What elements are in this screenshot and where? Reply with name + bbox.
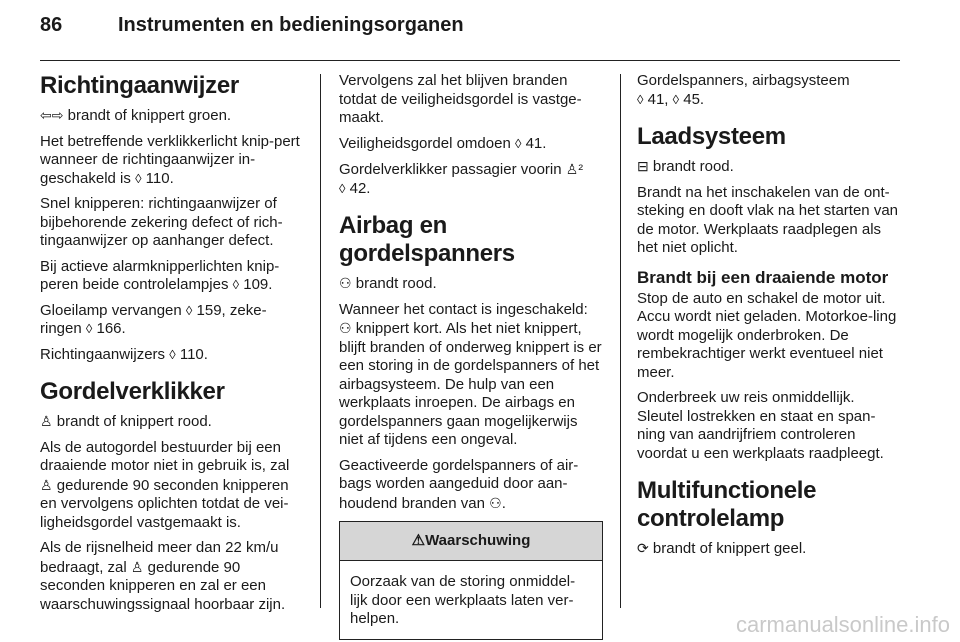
page-ref-icon: ◊ bbox=[637, 91, 644, 107]
warning-title: Waarschuwing bbox=[425, 531, 531, 549]
page-ref-icon: ◊ bbox=[232, 277, 240, 292]
airbag-icon: ⚇ bbox=[339, 275, 352, 291]
warning-icon: ⚠ bbox=[411, 531, 426, 549]
column-3 bbox=[637, 72, 903, 566]
text: Gordelverklikker passagier voorin bbox=[339, 161, 562, 178]
passenger-seatbelt-icon: ♙² bbox=[565, 161, 583, 177]
text: brandt rood. bbox=[652, 158, 734, 175]
turn-signal-icon: ⇦⇨ bbox=[40, 107, 64, 123]
text: Als de autogordel bestuurder bij een draaiende motor niet in gebruik is, zal bbox=[40, 438, 290, 474]
text: Veiligheidsgordel omdoen bbox=[339, 134, 511, 152]
column-divider bbox=[320, 74, 321, 608]
battery-icon: ⊟ bbox=[637, 158, 649, 174]
warning-header bbox=[340, 522, 602, 561]
heading-airbag: Airbag en gordelspanners bbox=[339, 212, 515, 267]
page-ref[interactable]: 109. bbox=[243, 276, 273, 293]
text: Het betreffende verklikkerlicht knip-pert wanneer de richtingaanwijzer in-geschakeld is bbox=[40, 132, 300, 187]
page-ref[interactable]: 110. bbox=[145, 169, 174, 187]
text: gedurende 90 seconden knipperen en zal er een waarschuwingssignaal hoorbaar zijn. bbox=[40, 558, 286, 613]
airbag-icon: ⚇ bbox=[339, 320, 352, 336]
page-ref[interactable]: 110. bbox=[179, 345, 208, 363]
heading-richtingaanwijzer: Richtingaanwijzer bbox=[40, 72, 239, 99]
text: Bij actieve alarmknipperlichten knip-peren beide controlelampjes bbox=[40, 257, 280, 293]
text: Als de rijsnelheid meer dan 22 km/u bedraagt, zal bbox=[40, 539, 279, 576]
seatbelt-icon: ♙ bbox=[40, 476, 53, 493]
header-rule bbox=[40, 60, 900, 61]
page-ref-icon: ◊ bbox=[672, 91, 680, 107]
warning-box bbox=[339, 521, 603, 640]
text: gedurende 90 seconden knipperen en vervolgens oplichten totdat de vei-ligheidsgordel vastgemaakt is. bbox=[40, 476, 289, 531]
text: brandt of knippert geel. bbox=[652, 540, 807, 557]
page-ref[interactable]: 41, bbox=[647, 90, 669, 108]
page-ref-icon: ◊ bbox=[85, 321, 93, 336]
text: Vervolgens zal het blijven branden totdat de veiligheidsgordel is vastge-maakt. bbox=[339, 72, 582, 126]
text: Onderbreek uw reis onmiddellijk. Sleutel lostrekken en staat en span-ning van aandrijfriem controleren voordat u een werkplaats raadpleegt. bbox=[637, 389, 884, 462]
text: brandt of knippert rood. bbox=[56, 413, 212, 430]
warning-text: Oorzaak van de storing onmiddel-lijk door een werkplaats laten ver-helpen. bbox=[350, 573, 576, 627]
heading-multifunctionele: Multifunctionele controlelamp bbox=[637, 477, 817, 532]
heading-laadsysteem: Laadsysteem bbox=[637, 123, 786, 150]
column-1 bbox=[40, 72, 306, 621]
text: Brandt na het inschakelen van de ont-steking en dooft vlak na het starten van de motor. Werkplaats raadplegen als het niet oplicht. bbox=[637, 183, 898, 256]
page-ref-icon: ◊ bbox=[169, 346, 176, 362]
text: Gordelspanners, airbagsysteem bbox=[637, 72, 850, 89]
page-ref-icon: ◊ bbox=[514, 135, 522, 151]
text: Wanneer het contact is ingeschakeld: bbox=[339, 300, 588, 318]
watermark: carmanualsonline.info bbox=[735, 612, 950, 637]
page-ref[interactable]: 159, zeke-ringen bbox=[40, 301, 267, 337]
page-ref[interactable]: 42. bbox=[349, 179, 371, 197]
text: knippert kort. Als het niet knippert, blijft branden of onderweg knippert is er een storing in de gordelspanners of het airbagsysteem. De hulp van een werkplaats inroepen. De airbags en gordelspanners gaan mogelijkerwijs niet af tijdens een ongeval. bbox=[339, 320, 602, 448]
text: Gloeilamp vervangen bbox=[40, 301, 182, 319]
subheading-draaiende-motor: Brandt bij een draaiende motor bbox=[637, 267, 889, 287]
page-ref-icon: ◊ bbox=[339, 180, 346, 196]
page-header bbox=[40, 14, 464, 37]
page-title: Instrumenten en bedieningsorganen bbox=[118, 14, 464, 36]
text: Snel knipperen: richtingaanwijzer of bijbehorende zekering defect of rich-tingaanwijzer op aanhanger defect. bbox=[40, 195, 283, 249]
page-ref[interactable]: 41. bbox=[525, 134, 547, 152]
text: brandt rood. bbox=[355, 275, 437, 292]
column-divider bbox=[620, 74, 621, 608]
heading-gordelverklikker: Gordelverklikker bbox=[40, 378, 225, 405]
page-number: 86 bbox=[40, 14, 63, 36]
text: Geactiveerde gordelspanners of air-bags worden aangeduid door aan-houdend branden van bbox=[339, 456, 579, 512]
page-ref-icon: ◊ bbox=[135, 170, 142, 186]
page-ref[interactable]: 166. bbox=[96, 320, 126, 337]
page-ref-icon: ◊ bbox=[185, 302, 193, 318]
column-2: Vervolgens zal het blijven branden totdat de veiligheidsgordel is vastge-maakt. Veiligheidsgordel omdoen ◊ 41. Gordelverklikker passagier voorin ♙² ◊ 42. Airbag en gordelspanners ⚇ brandt rood. Wanneer het contact is ingeschakeld: ⚇ knippert kort. Als het niet knippert, blijft branden of onderweg knippert is er een storing in de gordelspanners of het airbagsysteem. De hulp van een werkplaats inroepen. De airbags en gordelspanners gaan mogelijkerwijs niet af tijdens een ongeval. Geactiveerde gordelspanners of air-bags worden aangeduid door aan-houdend branden van ⚇. ⚠ Waarschuwing Oorzaak van de storing onmiddel-lijk door een werkplaats laten ver-helpen. bbox=[339, 72, 603, 640]
airbag-icon: ⚇ bbox=[489, 494, 502, 511]
engine-check-icon: ⟳ bbox=[637, 540, 649, 556]
seatbelt-icon: ♙ bbox=[40, 413, 53, 429]
seatbelt-icon: ♙ bbox=[130, 558, 144, 575]
text: Stop de auto en schakel de motor uit. Accu wordt niet geladen. Motorkoe-ling wordt mogelijk onderbroken. De rembekrachtiger werkt eventueel niet meer. bbox=[637, 289, 897, 381]
page-ref[interactable]: 45. bbox=[683, 90, 705, 108]
text: Richtingaanwijzers bbox=[40, 345, 166, 363]
text: brandt of knippert groen. bbox=[67, 107, 232, 124]
